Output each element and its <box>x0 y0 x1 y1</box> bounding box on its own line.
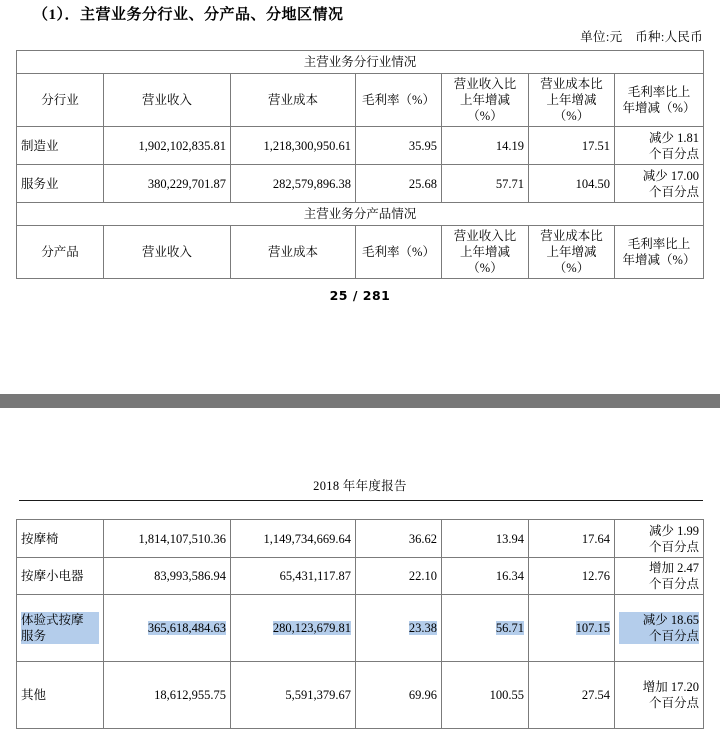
running-header: 2018 年年度报告 <box>313 479 407 493</box>
cell-margin-yoy-line1: 减少 1.81 <box>648 130 699 145</box>
header-rule-divider <box>19 500 703 501</box>
cell-margin-yoy-line1: 减少 1.99 <box>648 523 699 538</box>
cell-revenue: 380,229,701.87 <box>104 165 231 203</box>
cell-margin-yoy-line2: 个百分点 <box>648 184 699 199</box>
col-header-product: 分产品 <box>17 226 104 279</box>
cell-margin-yoy-line2: 个百分点 <box>648 696 699 710</box>
cell-gross-margin: 22.10 <box>356 558 442 595</box>
col-header-revenue-yoy-line2: 上年增减 <box>459 93 510 107</box>
col-header-revenue-yoy-line2: 上年增减 <box>459 245 510 259</box>
row-label-experience-massage-service[interactable] <box>17 595 104 662</box>
row-label-massage-appliance: 按摩小电器 <box>17 558 104 595</box>
row-label-other <box>17 662 104 729</box>
cell-revenue-yoy: 100.55 <box>442 662 529 729</box>
row-label-massage-chair: 按摩椅 <box>17 520 104 558</box>
col-header-gross-margin: 毛利率（%） <box>356 74 442 127</box>
col-header-cost: 营业成本 <box>231 226 356 279</box>
col-header-margin-yoy-line2: 年增减（%） <box>622 253 696 267</box>
cell-revenue-yoy-value: 56.71 <box>495 621 524 635</box>
industry-banner-cell: 主营业务分行业情况 <box>17 51 704 74</box>
col-header-industry: 分行业 <box>17 74 104 127</box>
col-header-revenue: 营业收入 <box>104 226 231 279</box>
row-label-other-text: 其他 <box>21 688 47 702</box>
cell-cost: 65,431,117.87 <box>231 558 356 595</box>
col-header-margin-yoy <box>615 226 704 279</box>
page-title: （1）．主营业务分行业、分产品、分地区情况 <box>33 7 344 23</box>
cell-margin-yoy <box>615 662 704 729</box>
table-header-row <box>17 226 704 279</box>
col-header-revenue-yoy-line1: 营业收入比 <box>453 77 517 91</box>
col-header-cost-yoy-line3: （%） <box>553 109 590 123</box>
industry-breakdown-table <box>16 50 704 279</box>
col-header-revenue-yoy-line3: （%） <box>467 109 503 123</box>
cell-cost-yoy: 104.50 <box>529 165 615 203</box>
cell-cost-yoy: 27.54 <box>529 662 615 729</box>
cell-cost-yoy: 17.64 <box>529 520 615 558</box>
cell-margin-yoy-line2: 个百分点 <box>648 577 699 591</box>
cell-gross-margin: 25.68 <box>356 165 442 203</box>
col-header-gross-margin: 毛利率（%） <box>356 226 442 279</box>
cell-cost-yoy: 12.76 <box>529 558 615 595</box>
col-header-revenue: 营业收入 <box>104 74 231 127</box>
col-header-margin-yoy-line1: 毛利率比上 <box>627 85 691 99</box>
table-row <box>17 662 704 729</box>
cell-margin-yoy-line1: 减少 17.00 <box>642 168 699 183</box>
cell-margin-yoy-line2: 个百分点 <box>619 628 699 644</box>
cell-gross-margin: 69.96 <box>356 662 442 729</box>
cell-margin-yoy[interactable] <box>615 595 704 662</box>
col-header-cost-yoy-line2: 上年增减 <box>546 245 597 259</box>
cell-gross-margin: 36.62 <box>356 520 442 558</box>
cell-revenue: 83,993,586.94 <box>104 558 231 595</box>
cell-gross-margin[interactable] <box>356 595 442 662</box>
col-header-cost-yoy-line2: 上年增减 <box>546 93 597 107</box>
cell-cost[interactable] <box>231 595 356 662</box>
cell-margin-yoy <box>615 165 704 203</box>
cell-margin-yoy-line2: 个百分点 <box>648 146 699 161</box>
cell-cost: 5,591,379.67 <box>231 662 356 729</box>
row-label-manufacturing: 制造业 <box>17 127 104 165</box>
table-row <box>17 165 704 203</box>
cell-cost-yoy[interactable] <box>529 595 615 662</box>
cell-margin-yoy <box>615 520 704 558</box>
cell-margin-yoy <box>615 127 704 165</box>
row-label-line1: 体验式按摩 <box>21 612 99 628</box>
cell-gross-margin-value: 23.38 <box>408 621 437 635</box>
cell-cost: 1,218,300,950.61 <box>231 127 356 165</box>
cell-cost-yoy: 17.51 <box>529 127 615 165</box>
product-banner-cell: 主营业务分产品情况 <box>17 203 704 226</box>
col-header-cost-yoy-line3: （%） <box>553 261 590 275</box>
product-breakdown-table-continued <box>16 519 704 729</box>
cell-revenue-yoy: 16.34 <box>442 558 529 595</box>
col-header-revenue-yoy <box>442 74 529 127</box>
table-row-selected[interactable] <box>17 595 704 662</box>
col-header-margin-yoy-line1: 毛利率比上 <box>627 237 691 251</box>
cell-revenue: 1,902,102,835.81 <box>104 127 231 165</box>
unit-currency-note: 单位:元 币种:人民币 <box>580 30 703 44</box>
cell-revenue-value: 365,618,484.63 <box>147 621 226 635</box>
page-indicator: 25 / 281 <box>329 288 391 303</box>
table-banner-row <box>17 203 704 226</box>
table-row <box>17 558 704 595</box>
table-row <box>17 520 704 558</box>
col-header-revenue-yoy-line3: （%） <box>467 261 503 275</box>
cell-margin-yoy <box>615 558 704 595</box>
col-header-revenue-yoy-line1: 营业收入比 <box>453 229 517 243</box>
row-label-service: 服务业 <box>17 165 104 203</box>
cell-margin-yoy-line1: 增加 17.20 <box>642 680 699 694</box>
cell-revenue[interactable] <box>104 595 231 662</box>
col-header-revenue-yoy <box>442 226 529 279</box>
cell-margin-yoy-line1: 增加 2.47 <box>648 561 699 575</box>
table-row <box>17 127 704 165</box>
col-header-cost-yoy-line1: 营业成本比 <box>540 229 603 243</box>
cell-revenue-yoy: 14.19 <box>442 127 529 165</box>
cell-revenue: 18,612,955.75 <box>104 662 231 729</box>
cell-margin-yoy-line2: 个百分点 <box>648 539 699 554</box>
cell-revenue-yoy: 13.94 <box>442 520 529 558</box>
col-header-margin-yoy-line2: 年增减（%） <box>622 101 696 115</box>
cell-revenue-yoy: 57.71 <box>442 165 529 203</box>
cell-revenue: 1,814,107,510.36 <box>104 520 231 558</box>
col-header-cost-yoy-line1: 营业成本比 <box>540 77 603 91</box>
col-header-margin-yoy <box>615 74 704 127</box>
cell-revenue-yoy[interactable] <box>442 595 529 662</box>
table-banner-row <box>17 51 704 74</box>
col-header-cost-yoy <box>529 74 615 127</box>
cell-cost-yoy-value: 107.15 <box>575 621 610 635</box>
cell-cost: 1,149,734,669.64 <box>231 520 356 558</box>
cell-cost: 282,579,896.38 <box>231 165 356 203</box>
cell-gross-margin: 35.95 <box>356 127 442 165</box>
table-header-row <box>17 74 704 127</box>
page-separator <box>0 394 720 408</box>
cell-margin-yoy-line1: 减少 18.65 <box>619 612 699 628</box>
row-label-line2: 服务 <box>21 628 99 644</box>
col-header-cost: 营业成本 <box>231 74 356 127</box>
col-header-cost-yoy <box>529 226 615 279</box>
cell-cost-value: 280,123,679.81 <box>272 621 351 635</box>
